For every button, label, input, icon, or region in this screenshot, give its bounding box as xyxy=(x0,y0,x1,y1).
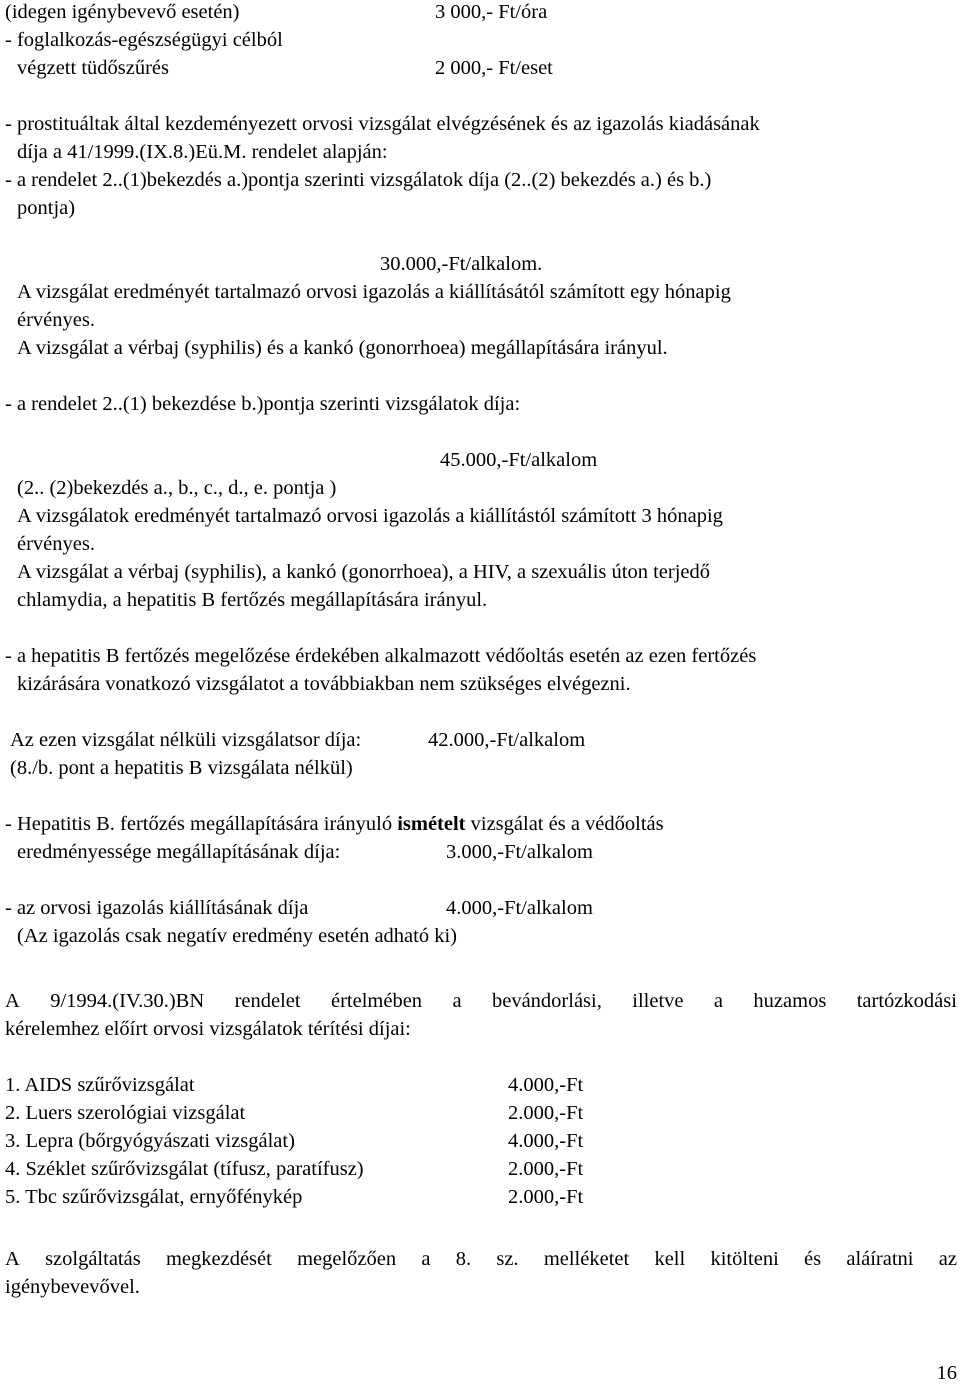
fee-foreign-label: (idegen igénybevevő esetén) xyxy=(5,1,240,23)
without-exam-note: (8./b. pont a hepatitis B vizsgálata nélkül) xyxy=(10,757,353,779)
hepatitis-repeat-emphasis: ismételt xyxy=(397,813,466,835)
list-item-price: 2.000,-Ft xyxy=(508,1102,584,1124)
list-item-label: 3. Lepra (bőrgyógyászati vizsgálat) xyxy=(5,1130,295,1152)
list-item-price: 2.000,-Ft xyxy=(508,1186,584,1208)
page-number: 16 xyxy=(936,1362,957,1384)
list-item-label: 2. Luers szerológiai vizsgálat xyxy=(5,1102,246,1124)
closing-line2: igénybevevővel. xyxy=(5,1276,140,1298)
section-b-price: 45.000,-Ft/alkalom xyxy=(440,449,598,471)
word: kitölteni xyxy=(710,1248,779,1270)
word: megkezdését xyxy=(165,1248,272,1270)
word: szolgáltatás xyxy=(45,1248,141,1270)
word: kell xyxy=(654,1248,686,1270)
word: sz. xyxy=(496,1248,519,1270)
word: megelőzően xyxy=(297,1248,397,1270)
section-b-purpose-line2: chlamydia, a hepatitis B fertőzés megállapítására irányul. xyxy=(17,589,488,611)
list-item-label: 1. AIDS szűrővizsgálat xyxy=(5,1074,195,1096)
hepatitis-vaccine-line2: kizárására vonatkozó vizsgálatot a továbbiakban nem szükséges elvégezni. xyxy=(17,673,631,695)
closing-line1 xyxy=(5,1249,957,1270)
hepatitis-repeat-post: vizsgálat és a védőoltás xyxy=(470,813,664,835)
section-a-line1: - a rendelet 2..(1)bekezdés a.)pontja szerinti vizsgálatok díja (2..(2) bekezdés a.) és b.) xyxy=(5,169,712,191)
prostitute-exam-line1: - prostituáltak által kezdeményezett orvosi vizsgálat elvégzésének és az igazolás kiadásának xyxy=(5,113,760,135)
fee-lung-price: 2 000,- Ft/eset xyxy=(435,57,553,79)
list-item-label: 5. Tbc szűrővizsgálat, ernyőfénykép xyxy=(5,1186,303,1208)
word: bevándorlási, xyxy=(491,990,602,1012)
immigration-line2: kérelemhez előírt orvosi vizsgálatok térítési díjai: xyxy=(5,1018,411,1040)
section-a-validity-line1: A vizsgálat eredményét tartalmazó orvosi igazolás a kiállításától számított egy hónapig xyxy=(17,281,731,303)
word: huzamos xyxy=(753,990,827,1012)
list-item-price: 2.000,-Ft xyxy=(508,1158,584,1180)
word: aláíratni xyxy=(846,1248,914,1270)
word: a xyxy=(421,1248,431,1270)
fee-foreign-price: 3 000,- Ft/óra xyxy=(435,1,548,23)
word: értelmében xyxy=(331,990,423,1012)
certificate-fee-price: 4.000,-Ft/alkalom xyxy=(446,897,593,919)
hepatitis-repeat-line1 xyxy=(5,814,664,835)
word: melléketet xyxy=(543,1248,630,1270)
section-a-validity-line2: érvényes. xyxy=(17,309,95,331)
word: 9/1994.(IV.30.)BN xyxy=(50,990,205,1012)
hepatitis-repeat-label: eredményessége megállapításának díja: xyxy=(17,841,341,863)
without-exam-price: 42.000,-Ft/alkalom xyxy=(428,729,586,751)
section-b-line1: - a rendelet 2..(1) bekezdése b.)pontja szerinti vizsgálatok díja: xyxy=(5,393,521,415)
list-item-price: 4.000,-Ft xyxy=(508,1130,584,1152)
section-b-validity-line1: A vizsgálatok eredményét tartalmazó orvosi igazolás a kiállítástól számított 3 hónapig xyxy=(17,505,723,527)
word: A xyxy=(5,990,20,1012)
word: az xyxy=(938,1248,957,1270)
hepatitis-vaccine-line1: - a hepatitis B fertőzés megelőzése érdekében alkalmazott védőoltás esetén az ezen fertőzés xyxy=(5,645,757,667)
hepatitis-repeat-price: 3.000,-Ft/alkalom xyxy=(446,841,593,863)
section-a-line2: pontja) xyxy=(17,197,76,219)
word: tartózkodási xyxy=(856,990,957,1012)
list-item-price: 4.000,-Ft xyxy=(508,1074,584,1096)
word: és xyxy=(804,1248,822,1270)
without-exam-label: Az ezen vizsgálat nélküli vizsgálatsor díja: xyxy=(10,729,362,751)
certificate-fee-label: - az orvosi igazolás kiállításának díja xyxy=(5,897,309,919)
certificate-note: (Az igazolás csak negatív eredmény esetén adható ki) xyxy=(17,925,457,947)
section-a-purpose: A vizsgálat a vérbaj (syphilis) és a kankó (gonorrhoea) megállapítására irányul. xyxy=(17,337,668,359)
word: a xyxy=(713,990,724,1012)
list-item-label: 4. Széklet szűrővizsgálat (tífusz, paratífusz) xyxy=(5,1158,364,1180)
immigration-line1 xyxy=(5,991,957,1012)
word: A xyxy=(5,1248,20,1270)
section-b-reference: (2.. (2)bekezdés a., b., c., d., e. pontja ) xyxy=(17,477,337,499)
fee-occupational-label: - foglalkozás-egészségügyi célból xyxy=(5,29,283,51)
section-b-purpose-line1: A vizsgálat a vérbaj (syphilis), a kankó (gonorrhoea), a HIV, a szexuális úton terjedő xyxy=(17,561,710,583)
section-b-validity-line2: érvényes. xyxy=(17,533,95,555)
word: a xyxy=(452,990,462,1012)
word: 8. xyxy=(455,1248,472,1270)
word: illetve xyxy=(632,990,684,1012)
section-a-price: 30.000,-Ft/alkalom. xyxy=(380,253,543,275)
prostitute-exam-line2: díja a 41/1999.(IX.8.)Eü.M. rendelet alapján: xyxy=(17,141,388,163)
hepatitis-repeat-pre: - Hepatitis B. fertőzés megállapítására irányuló xyxy=(5,813,393,835)
fee-lung-label: végzett tüdőszűrés xyxy=(17,57,169,79)
word: rendelet xyxy=(234,990,301,1012)
